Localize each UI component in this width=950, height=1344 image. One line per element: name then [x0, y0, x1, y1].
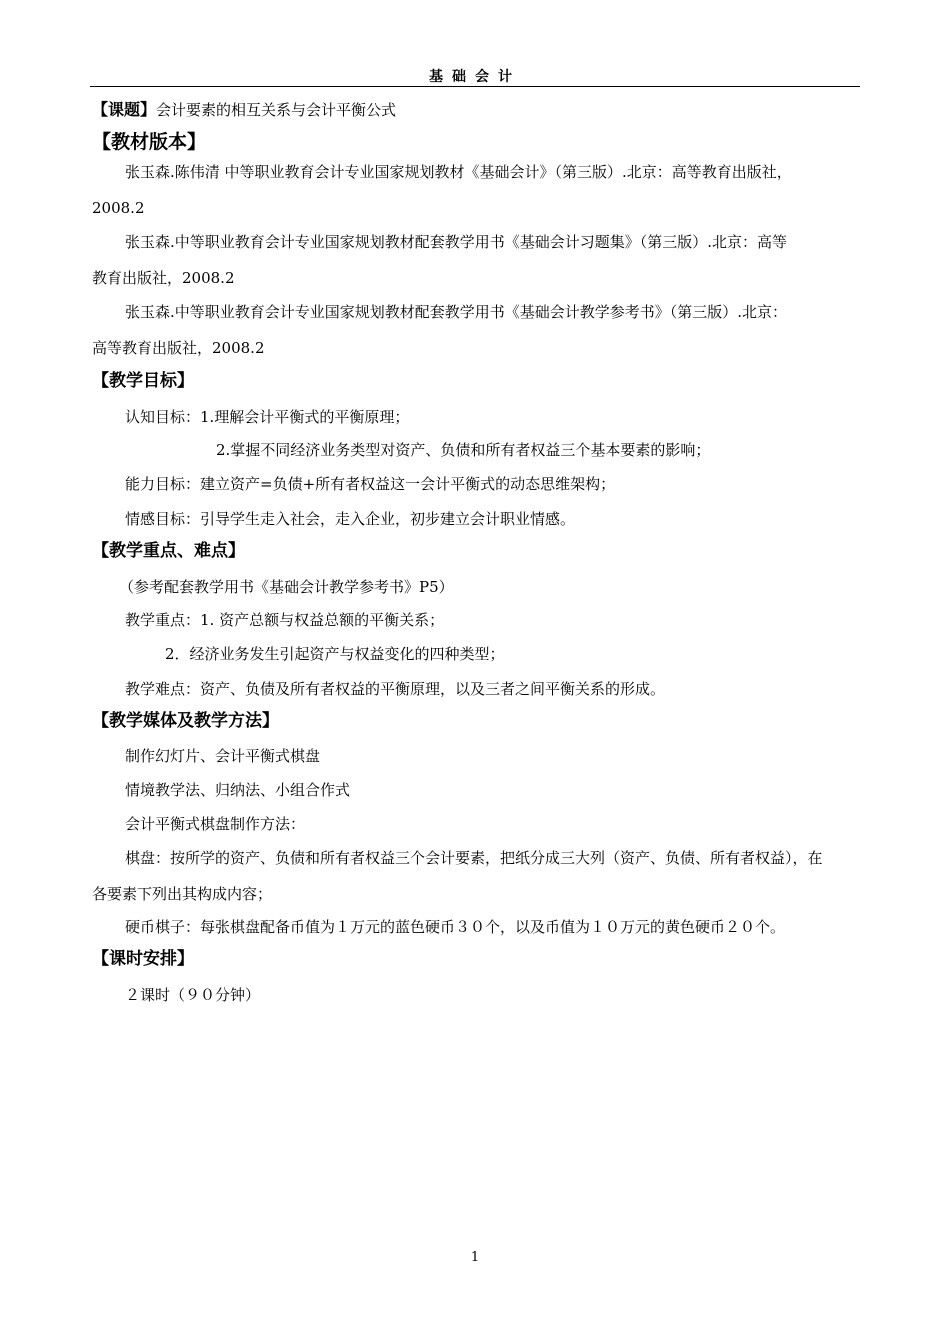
textbook-ref-line: 2008.2 — [92, 199, 145, 217]
textbook-ref-line: 张玉森.中等职业教育会计专业国家规划教材配套教学用书《基础会计习题集》（第三版）.北京：高等 — [125, 233, 788, 251]
keypoint-line: 教学重点：1. 资产总额与权益总额的平衡关系； — [125, 611, 445, 629]
media-line: 制作幻灯片、会计平衡式棋盘 — [125, 747, 321, 765]
textbook-ref-line: 教育出版社，2008.2 — [92, 269, 235, 287]
textbook-heading: 【教材版本】 — [92, 131, 207, 153]
objective-line: 情感目标：引导学生走入社会，走入企业，初步建立会计职业情感。 — [125, 510, 576, 528]
objective-line: 认知目标：1.理解会计平衡式的平衡原理； — [125, 408, 410, 426]
keypoint-line: 教学难点：资产、负债及所有者权益的平衡原理，以及三者之间平衡关系的形成。 — [125, 680, 666, 698]
lesson-label: 【课题】 — [92, 100, 157, 119]
objective-line: 2.掌握不同经济业务类型对资产、负债和所有者权益三个基本要素的影响； — [216, 441, 711, 459]
lesson-line — [92, 100, 396, 120]
page-header-rule — [90, 86, 860, 87]
media-line: 硬币棋子：每张棋盘配备币值为１万元的蓝色硬币３０个，以及币值为１０万元的黄色硬币２０个。 — [125, 918, 786, 936]
objective-line: 能力目标：建立资产=负债+所有者权益这一会计平衡式的动态思维架构； — [125, 475, 616, 493]
objectives-heading: 【教学目标】 — [92, 371, 194, 391]
media-line: 会计平衡式棋盘制作方法： — [125, 815, 306, 833]
schedule-heading: 【课时安排】 — [92, 949, 194, 969]
textbook-ref-line: 张玉森.中等职业教育会计专业国家规划教材配套教学用书《基础会计教学参考书》（第三版）.北京： — [125, 303, 788, 321]
textbook-ref-line: 高等教育出版社，2008.2 — [92, 339, 265, 357]
lesson-value: 会计要素的相互关系与会计平衡公式 — [156, 101, 397, 119]
page-number: 1 — [470, 1250, 480, 1265]
media-line: 情境教学法、归纳法、小组合作式 — [125, 781, 351, 799]
media-line: 棋盘：按所学的资产、负债和所有者权益三个会计要素，把纸分成三大列（资产、负债、所有者权益），在 — [125, 849, 823, 867]
media-heading: 【教学媒体及教学方法】 — [92, 711, 279, 731]
keypoint-line: （参考配套教学用书《基础会计教学参考书》P5） — [119, 578, 454, 596]
schedule-line: ２课时（９０分钟） — [125, 986, 261, 1004]
keypoint-line: 2．经济业务发生引起资产与权益变化的四种类型； — [165, 645, 505, 663]
page-header-title: 基础会计 — [429, 69, 521, 85]
textbook-ref-line: 张玉森.陈伟清 中等职业教育会计专业国家规划教材《基础会计》（第三版）.北京：高等教育出版社， — [125, 163, 792, 181]
keypoints-heading: 【教学重点、难点】 — [92, 541, 245, 561]
media-line: 各要素下列出其构成内容； — [92, 885, 273, 903]
